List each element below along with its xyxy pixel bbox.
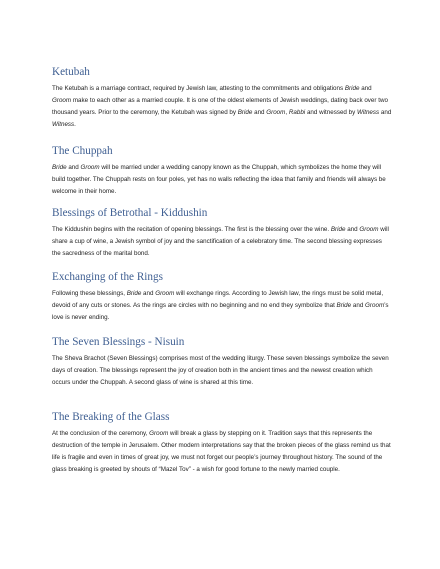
- section-body: [52, 83, 392, 131]
- section-heading: Ketubah: [52, 66, 90, 78]
- section-heading: Blessings of Betrothal - Kiddushin: [52, 207, 208, 219]
- italic-run: Groom: [359, 226, 379, 233]
- text-run: The Kiddushin begins with the recitation of opening blessings. The first is the blessing over the wine.: [52, 226, 331, 233]
- italic-run: Bride: [344, 85, 360, 92]
- paragraph: [52, 162, 392, 198]
- text-run: and: [379, 108, 392, 116]
- italic-run: Bride: [52, 164, 67, 171]
- italic-run: Groom: [80, 164, 100, 171]
- section-body: [52, 353, 392, 389]
- italic-run: Witness: [52, 120, 75, 128]
- paragraph: [52, 224, 392, 260]
- section-body: [52, 224, 392, 260]
- section-heading: Exchanging of the Rings: [52, 271, 163, 283]
- section-body: [52, 428, 392, 476]
- text-run: will be married under a wedding canopy known as the Chuppah, which symbolizes the home they will build together. The Chuppah rests on four poles, yet has no walls reflecting the idea that family and friends will always be welcome in their home.: [52, 164, 386, 195]
- text-run: The Ketubah is a marriage contract, required by Jewish law, attesting to the commitments and obligations: [52, 85, 345, 92]
- text-run: and: [345, 226, 360, 233]
- text-run: ,: [285, 108, 289, 116]
- text-run: and: [252, 108, 267, 116]
- italic-run: Groom: [149, 430, 169, 437]
- italic-run: Groom: [266, 108, 286, 116]
- text-run: Following these blessings,: [52, 290, 127, 297]
- italic-run: Groom: [155, 290, 175, 297]
- italic-run: Bride: [330, 226, 346, 233]
- text-run: will exchange rings. According to Jewish law, the rings must be solid metal, devoid of any cuts or stones. As the rings are circles with no beginning and no end they symbolize that: [52, 290, 384, 309]
- section-body: [52, 288, 392, 324]
- text-run: and: [141, 290, 156, 297]
- text-run: .: [74, 120, 76, 128]
- section-breaking-glass: [52, 411, 392, 476]
- text-run: The Sheva Brachot (Seven Blessings) comprises most of the wedding liturgy. These seven blessings symbolize the seven days of creation. The blessings represent the joy of creation both in the ancient times and the newest creation which occurs under the Chuppah. A second glass of wine is shared at this time.: [52, 355, 389, 386]
- section-chuppah: [52, 145, 392, 198]
- italic-run: Bride: [126, 290, 142, 297]
- section-seven-blessings: [52, 336, 392, 389]
- italic-run: Groom: [52, 96, 72, 104]
- paragraph: [52, 83, 392, 131]
- italic-run: Bride: [336, 301, 352, 309]
- text-run: will share a cup of wine, a Jewish symbol of joy and the sanctification of a celebratory time. The second blessing expresses the sacredness of the marital bond.: [52, 226, 389, 257]
- text-run: and: [351, 301, 366, 309]
- text-run: make to each other as a married couple. It is one of the oldest elements of Jewish weddings, dating back over two thousand years. Prior to the ceremony, the Ketubah was signed by: [52, 96, 388, 116]
- text-run: and: [359, 85, 372, 92]
- section-body: [52, 162, 392, 198]
- text-run: At the conclusion of the ceremony,: [52, 430, 150, 437]
- section-kiddushin: [52, 207, 392, 260]
- paragraph: [52, 428, 392, 476]
- section-heading: The Chuppah: [52, 145, 113, 157]
- section-heading: The Breaking of the Glass: [52, 411, 170, 423]
- text-run: and witnessed by: [305, 108, 357, 116]
- section-ketubah: [52, 66, 392, 131]
- paragraph: [52, 353, 392, 389]
- italic-run: Rabbi: [288, 108, 306, 116]
- paragraph: [52, 288, 392, 324]
- italic-run: Bride: [237, 108, 253, 116]
- italic-run: Witness: [356, 108, 380, 116]
- text-run: will break a glass by stepping on it. Tradition says that this represents the destruction of the temple in Jerusalem. Other modern interpretations say that the broken pieces of the glass remind us that life is fragile and even in times of great joy, we must not forget our people’s journey throughout history. The sound of the glass breaking is greeted by shouts of “Mazel Tov” - a wish for good fortune to the newly married couple.: [52, 430, 391, 473]
- section-heading: The Seven Blessings - Nisuin: [52, 336, 185, 348]
- text-run: ’s love is never ending.: [52, 301, 389, 321]
- section-rings: [52, 271, 392, 324]
- text-run: and: [66, 164, 81, 171]
- italic-run: Groom: [365, 301, 385, 309]
